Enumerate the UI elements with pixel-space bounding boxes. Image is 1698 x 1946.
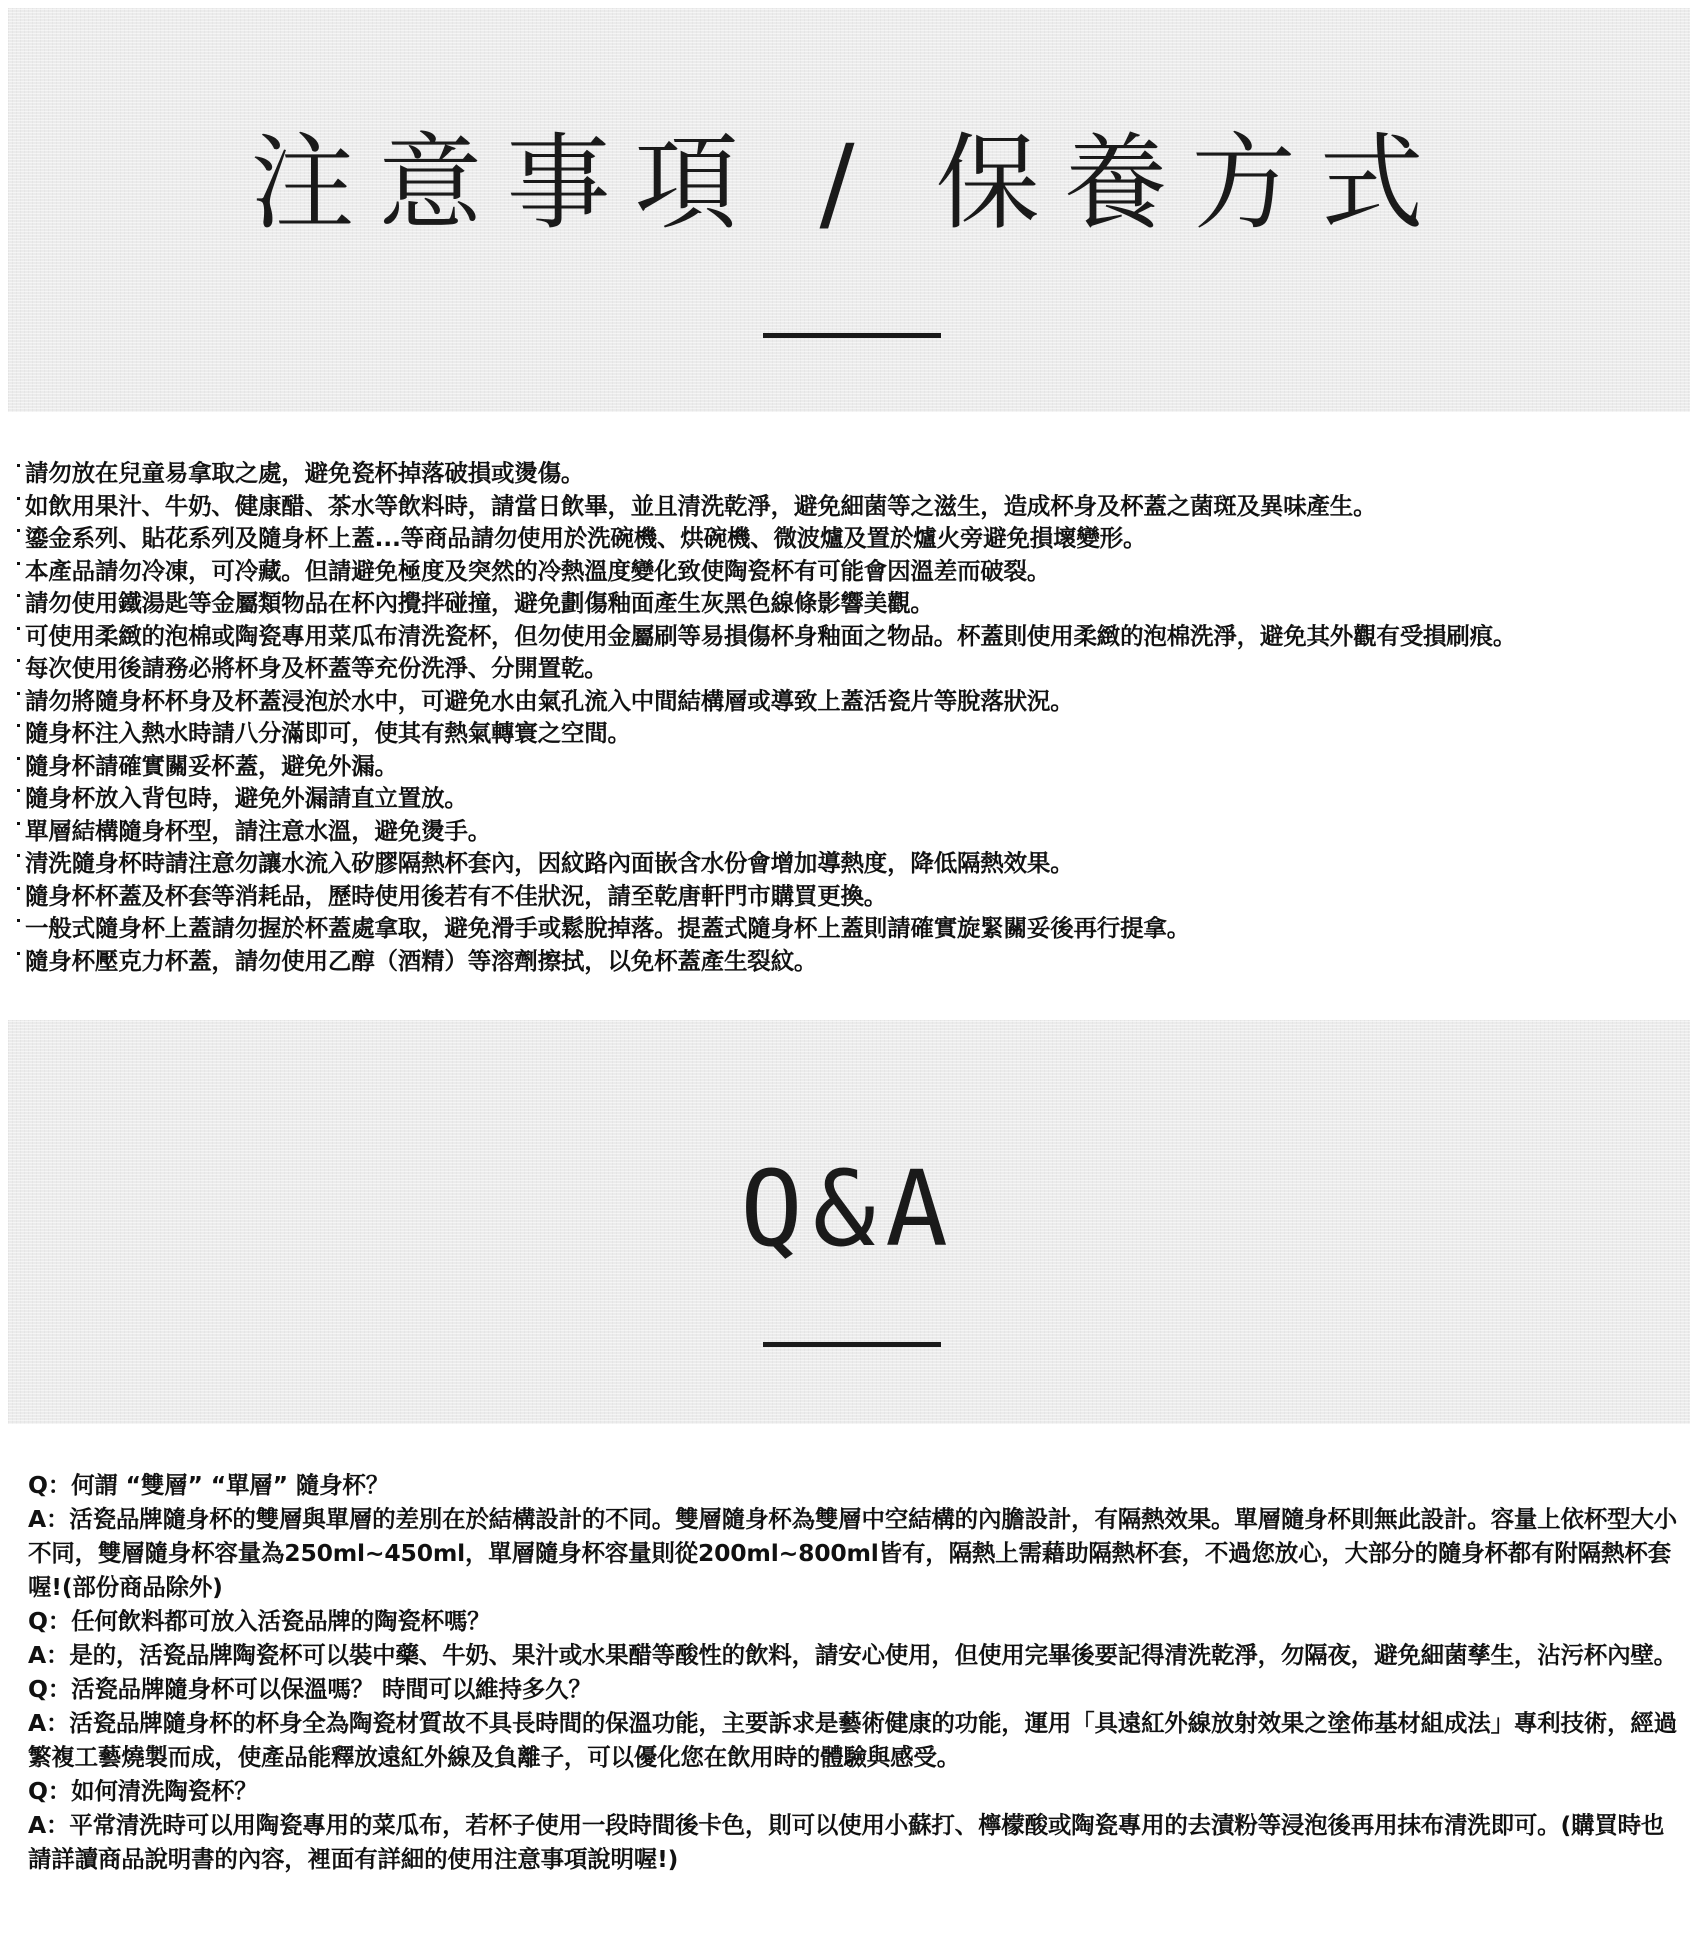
care-note-item: 請勿放在兒童易拿取之處，避免瓷杯掉落破損或燙傷。 — [16, 457, 1686, 490]
faq-banner-divider — [763, 1342, 941, 1347]
care-note-item: 隨身杯注入熱水時請八分滿即可，使其有熱氣轉寰之空間。 — [16, 717, 1686, 750]
faq-answer: A：平常清洗時可以用陶瓷專用的菜瓜布，若杯子使用一段時間後卡色，則可以使用小蘇打、檸檬酸或陶瓷專用的去漬粉等浸泡後再用抹布清洗即可。(購買時也請詳讀商品說明書的內容，裡面有詳細的使用注意事項說明喔!) — [28, 1811, 1665, 1873]
notice-banner — [8, 8, 1690, 412]
faq-question: Q：活瓷品牌隨身杯可以保溫嗎？ 時間可以維持多久？ — [28, 1675, 592, 1703]
faq-answer: A：活瓷品牌隨身杯的雙層與單層的差別在於結構設計的不同。雙層隨身杯為雙層中空結構的內膽設計，有隔熱效果。單層隨身杯則無此設計。容量上依杯型大小不同，雙層隨身杯容量為250ml~450ml，單層隨身杯容量則從200ml~800ml皆有，隔熱上需藉助隔熱杯套，不過您放心，大部分的隨身杯都有附隔熱杯套喔!(部份商品除外) — [28, 1505, 1677, 1601]
faq-answer: A：是的，活瓷品牌陶瓷杯可以裝中藥、牛奶、果汁或水果醋等酸性的飲料，請安心使用，但使用完畢後要記得清洗乾淨，勿隔夜，避免細菌孳生，沾污杯內壁。 — [28, 1641, 1677, 1669]
care-note-item: 清洗隨身杯時請注意勿讓水流入矽膠隔熱杯套內，因紋路內面嵌含水份會增加導熱度，降低隔熱效果。 — [16, 847, 1686, 880]
care-note-item: 單層結構隨身杯型，請注意水溫，避免燙手。 — [16, 815, 1686, 848]
faq-answer: A：活瓷品牌隨身杯的杯身全為陶瓷材質故不具長時間的保溫功能，主要訴求是藝術健康的功能，運用「具遠紅外線放射效果之塗佈基材組成法」專利技術，經過繁複工藝燒製而成，使產品能釋放遠紅外線及負離子，可以優化您在飲用時的體驗與感受。 — [28, 1709, 1677, 1771]
care-note-item: 隨身杯壓克力杯蓋，請勿使用乙醇（酒精）等溶劑擦拭，以免杯蓋產生裂紋。 — [16, 945, 1686, 978]
notice-banner-title: 注意事項 / 保養方式 — [250, 122, 1448, 244]
care-note-item: 隨身杯請確實關妥杯蓋，避免外漏。 — [16, 750, 1686, 783]
care-note-item: 每次使用後請務必將杯身及杯蓋等充份洗淨、分開置乾。 — [16, 652, 1686, 685]
care-note-item: 可使用柔緻的泡棉或陶瓷專用菜瓜布清洗瓷杯，但勿使用金屬刷等易損傷杯身釉面之物品。杯蓋則使用柔緻的泡棉洗淨，避免其外觀有受損刷痕。 — [16, 620, 1686, 653]
care-note-item: 本產品請勿冷凍，可冷藏。但請避免極度及突然的冷熱溫度變化致使陶瓷杯有可能會因溫差而破裂。 — [16, 555, 1686, 588]
care-note-item: 隨身杯放入背包時，避免外漏請直立置放。 — [16, 782, 1686, 815]
care-note-item: 一般式隨身杯上蓋請勿握於杯蓋處拿取，避免滑手或鬆脫掉落。提蓋式隨身杯上蓋則請確實旋緊關妥後再行提拿。 — [16, 912, 1686, 945]
faq-list — [28, 1468, 1686, 1876]
care-note-item: 鎏金系列、貼花系列及隨身杯上蓋...等商品請勿使用於洗碗機、烘碗機、微波爐及置於爐火旁避免損壞變形。 — [16, 522, 1686, 555]
care-note-item: 請勿使用鐵湯匙等金屬類物品在杯內攪拌碰撞，避免劃傷釉面產生灰黑色線條影響美觀。 — [16, 587, 1686, 620]
care-note-item: 如飲用果汁、牛奶、健康醋、茶水等飲料時，請當日飲畢，並且清洗乾淨，避免細菌等之滋生，造成杯身及杯蓋之菌斑及異味產生。 — [16, 490, 1686, 523]
notice-banner-divider — [763, 333, 941, 338]
care-note-item: 請勿將隨身杯杯身及杯蓋浸泡於水中，可避免水由氣孔流入中間結構層或導致上蓋活瓷片等脫落狀況。 — [16, 685, 1686, 718]
faq-question: Q：如何清洗陶瓷杯？ — [28, 1777, 258, 1805]
faq-question: Q：任何飲料都可放入活瓷品牌的陶瓷杯嗎？ — [28, 1607, 491, 1635]
faq-banner-title: Q&A — [740, 1148, 958, 1270]
faq-question: Q：何謂 “雙層” “單層” 隨身杯？ — [28, 1471, 390, 1499]
care-notes-list — [16, 457, 1686, 977]
care-note-item: 隨身杯杯蓋及杯套等消耗品，歷時使用後若有不佳狀況，請至乾唐軒門市購買更換。 — [16, 880, 1686, 913]
faq-banner — [8, 1020, 1690, 1424]
